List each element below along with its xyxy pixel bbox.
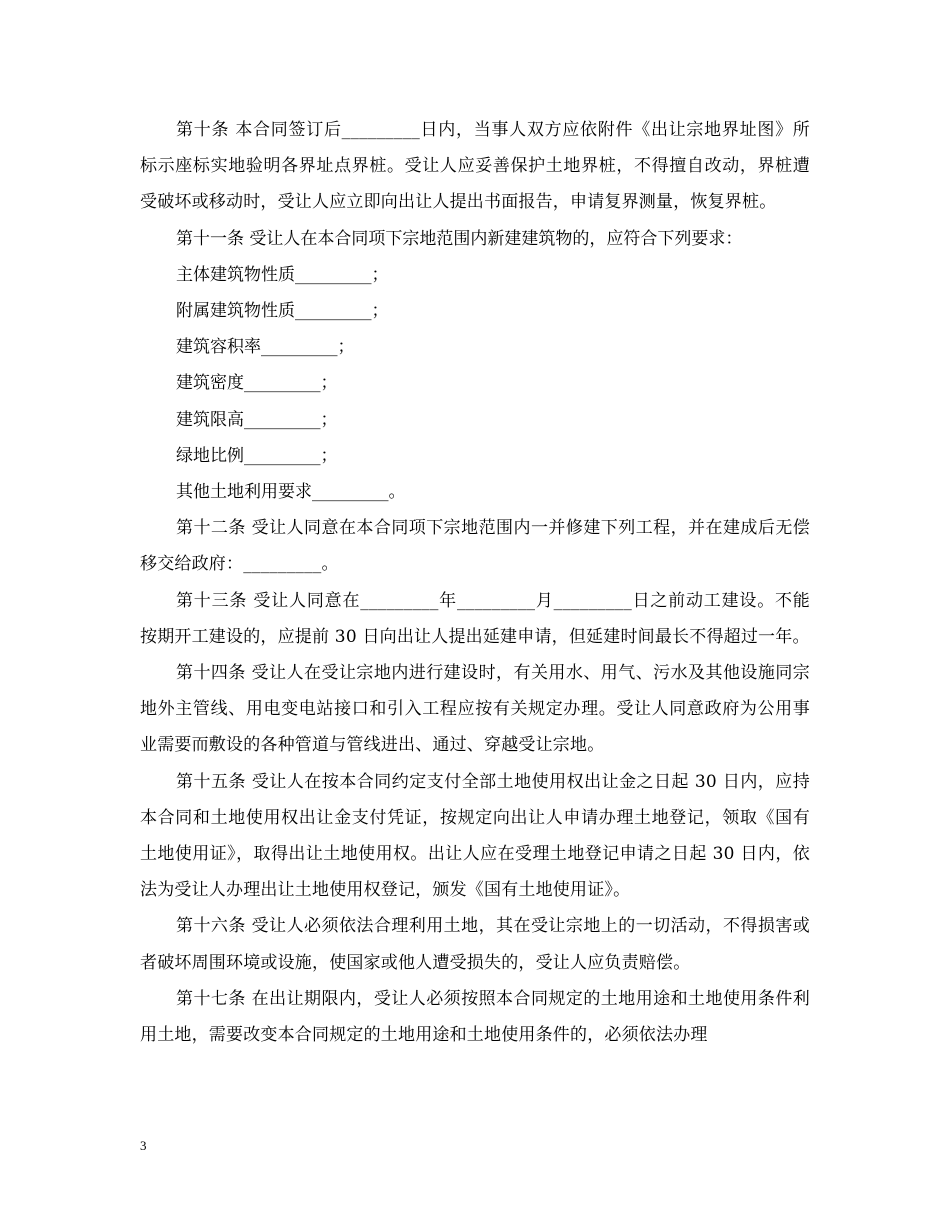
document-body bbox=[140, 112, 810, 1053]
requirement-green-ratio: 绿地比例_________； bbox=[176, 445, 338, 466]
article-14: 第十四条 受让人在受让宗地内进行建设时，有关用水、用气、污水及其他设施同宗地外主管线、用电变电站接口和引入工程应按有关规定办理。受让人同意政府为公用事业需要而敷设的各种管道与管线进出、通过、穿越受让宗地。 bbox=[140, 663, 810, 756]
article-10: 第十条 本合同签订后_________日内，当事人双方应依附件《出让宗地界址图》所标示座标实地验明各界址点界桩。受让人应妥善保护土地界桩，不得擅自改动，界桩遭受破坏或移动时，受让人应立即向出让人提出书面报告，申请复界测量，恢复界桩。 bbox=[140, 120, 810, 213]
requirement-floor-area-ratio: 建筑容积率_________； bbox=[176, 337, 355, 358]
article-17: 第十七条 在出让期限内，受让人必须按照本合同规定的土地用途和土地使用条件利用土地，需要改变本合同规定的土地用途和土地使用条件的，必须依法办理 bbox=[140, 988, 810, 1046]
requirement-other-land-use: 其他土地利用要求_________。 bbox=[176, 482, 406, 503]
requirement-building-density: 建筑密度_________； bbox=[176, 373, 338, 394]
page-number: 3 bbox=[140, 1138, 147, 1153]
requirement-main-building: 主体建筑物性质_________； bbox=[176, 264, 389, 285]
article-11: 第十一条 受让人在本合同项下宗地范围内新建建筑物的，应符合下列要求： bbox=[176, 228, 743, 249]
requirement-height-limit: 建筑限高_________； bbox=[176, 409, 338, 430]
article-12: 第十二条 受让人同意在本合同项下宗地范围内一并修建下列工程，并在建成后无偿移交给政府：_________。 bbox=[140, 518, 810, 575]
article-16: 第十六条 受让人必须依法合理利用土地，其在受让宗地上的一切活动，不得损害或者破坏周围环境或设施，使国家或他人遭受损失的，受让人应负责赔偿。 bbox=[140, 916, 810, 973]
article-15: 第十五条 受让人在按本合同约定支付全部土地使用权出让金之日起 30 日内，应持本合同和土地使用权出让金支付凭证，按规定向出让人申请办理土地登记，领取《国有土地使用证》，取得出让土地使用权。出让人应在受理土地登记申请之日起 30 日内，依法为受让人办理出让土地使用权登记，颁发《国有土地使用证》。 bbox=[140, 771, 810, 901]
article-13: 第十三条 受让人同意在_________年_________月_________日之前动工建设。不能按期开工建设的，应提前 30 日向出让人提出延建申请，但延建时间最长不得超过一年。 bbox=[140, 590, 810, 647]
requirement-auxiliary-building: 附属建筑物性质_________； bbox=[176, 301, 389, 322]
